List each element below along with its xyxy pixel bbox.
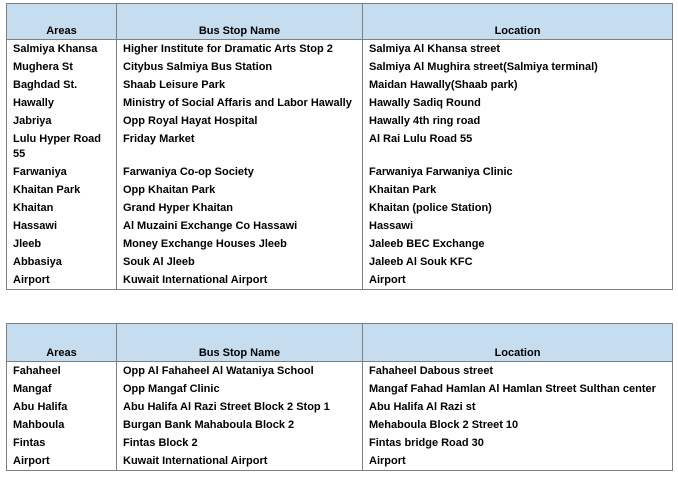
table-row (7, 76, 673, 94)
area-cell: Fahaheel (7, 362, 117, 381)
location-cell: Hassawi (363, 217, 673, 235)
location-cell: Airport (363, 271, 673, 290)
area-cell: Airport (7, 452, 117, 471)
location-cell: Hawally Sadiq Round (363, 94, 673, 112)
table-row (7, 217, 673, 235)
header-bus-stop-name: Bus Stop Name (117, 4, 363, 40)
bus-stop-cell: Opp Al Fahaheel Al Wataniya School (117, 362, 363, 381)
table-row (7, 253, 673, 271)
bus-stop-cell: Ministry of Social Affaris and Labor Hawally (117, 94, 363, 112)
location-cell: Mangaf Fahad Hamlan Al Hamlan Street Sulthan center (363, 380, 673, 398)
location-cell: Salmiya Al Mughira street(Salmiya terminal) (363, 58, 673, 76)
table-row (7, 130, 673, 163)
bus-stop-cell: Kuwait International Airport (117, 452, 363, 471)
table-row (7, 434, 673, 452)
bus-stop-cell: Opp Royal Hayat Hospital (117, 112, 363, 130)
table-row (7, 40, 673, 59)
table-row (7, 163, 673, 181)
table-row (7, 181, 673, 199)
area-cell: Hawally (7, 94, 117, 112)
table-row (7, 235, 673, 253)
table-row (7, 58, 673, 76)
table-row (7, 416, 673, 434)
bus-stop-cell: Citybus Salmiya Bus Station (117, 58, 363, 76)
location-cell: Abu Halifa Al Razi st (363, 398, 673, 416)
area-cell: Mahboula (7, 416, 117, 434)
bus-stop-cell: Al Muzaini Exchange Co Hassawi (117, 217, 363, 235)
bus-stop-cell: Opp Khaitan Park (117, 181, 363, 199)
bus-stop-cell: Shaab Leisure Park (117, 76, 363, 94)
location-cell: Fahaheel Dabous street (363, 362, 673, 381)
location-cell: Mehaboula Block 2 Street 10 (363, 416, 673, 434)
table-row (7, 380, 673, 398)
area-cell: Jabriya (7, 112, 117, 130)
area-cell: Mughera St (7, 58, 117, 76)
area-cell: Hassawi (7, 217, 117, 235)
location-cell: Khaitan Park (363, 181, 673, 199)
location-cell: Farwaniya Farwaniya Clinic (363, 163, 673, 181)
table-row (7, 94, 673, 112)
bus-stop-cell: Kuwait International Airport (117, 271, 363, 290)
location-cell: Khaitan (police Station) (363, 199, 673, 217)
bus-stop-cell: Friday Market (117, 130, 363, 163)
header-location: Location (363, 4, 673, 40)
area-cell: Airport (7, 271, 117, 290)
area-cell: Khaitan (7, 199, 117, 217)
bus-stop-cell: Money Exchange Houses Jleeb (117, 235, 363, 253)
area-cell: Baghdad St. (7, 76, 117, 94)
header-bus-stop-name: Bus Stop Name (117, 324, 363, 362)
location-cell: Jaleeb BEC Exchange (363, 235, 673, 253)
area-cell: Khaitan Park (7, 181, 117, 199)
area-cell: Lulu Hyper Road 55 (7, 130, 117, 163)
area-cell: Abbasiya (7, 253, 117, 271)
header-areas: Areas (7, 4, 117, 40)
bus-stop-cell: Souk Al Jleeb (117, 253, 363, 271)
area-cell: Mangaf (7, 380, 117, 398)
table-row (7, 112, 673, 130)
area-cell: Salmiya Khansa (7, 40, 117, 59)
location-cell: Airport (363, 452, 673, 471)
table-row (7, 398, 673, 416)
area-cell: Farwaniya (7, 163, 117, 181)
bus-stop-cell: Opp Mangaf Clinic (117, 380, 363, 398)
location-cell: Al Rai Lulu Road 55 (363, 130, 673, 163)
area-cell: Fintas (7, 434, 117, 452)
bus-stop-cell: Farwaniya Co-op Society (117, 163, 363, 181)
header-location: Location (363, 324, 673, 362)
area-cell: Jleeb (7, 235, 117, 253)
table-row (7, 271, 673, 290)
location-cell: Hawally 4th ring road (363, 112, 673, 130)
table-header-row (7, 4, 673, 40)
bus-stop-cell: Grand Hyper Khaitan (117, 199, 363, 217)
bus-stops-table-1 (6, 3, 673, 290)
bus-stops-table-2 (6, 323, 673, 471)
table-row (7, 452, 673, 471)
bus-stop-cell: Higher Institute for Dramatic Arts Stop 2 (117, 40, 363, 59)
location-cell: Fintas bridge Road 30 (363, 434, 673, 452)
location-cell: Salmiya Al Khansa street (363, 40, 673, 59)
bus-stop-cell: Burgan Bank Mahaboula Block 2 (117, 416, 363, 434)
bus-stop-cell: Abu Halifa Al Razi Street Block 2 Stop 1 (117, 398, 363, 416)
location-cell: Jaleeb Al Souk KFC (363, 253, 673, 271)
location-cell: Maidan Hawally(Shaab park) (363, 76, 673, 94)
area-cell: Abu Halifa (7, 398, 117, 416)
table-header-row (7, 324, 673, 362)
table-row (7, 362, 673, 381)
bus-stop-cell: Fintas Block 2 (117, 434, 363, 452)
table-row (7, 199, 673, 217)
header-areas: Areas (7, 324, 117, 362)
